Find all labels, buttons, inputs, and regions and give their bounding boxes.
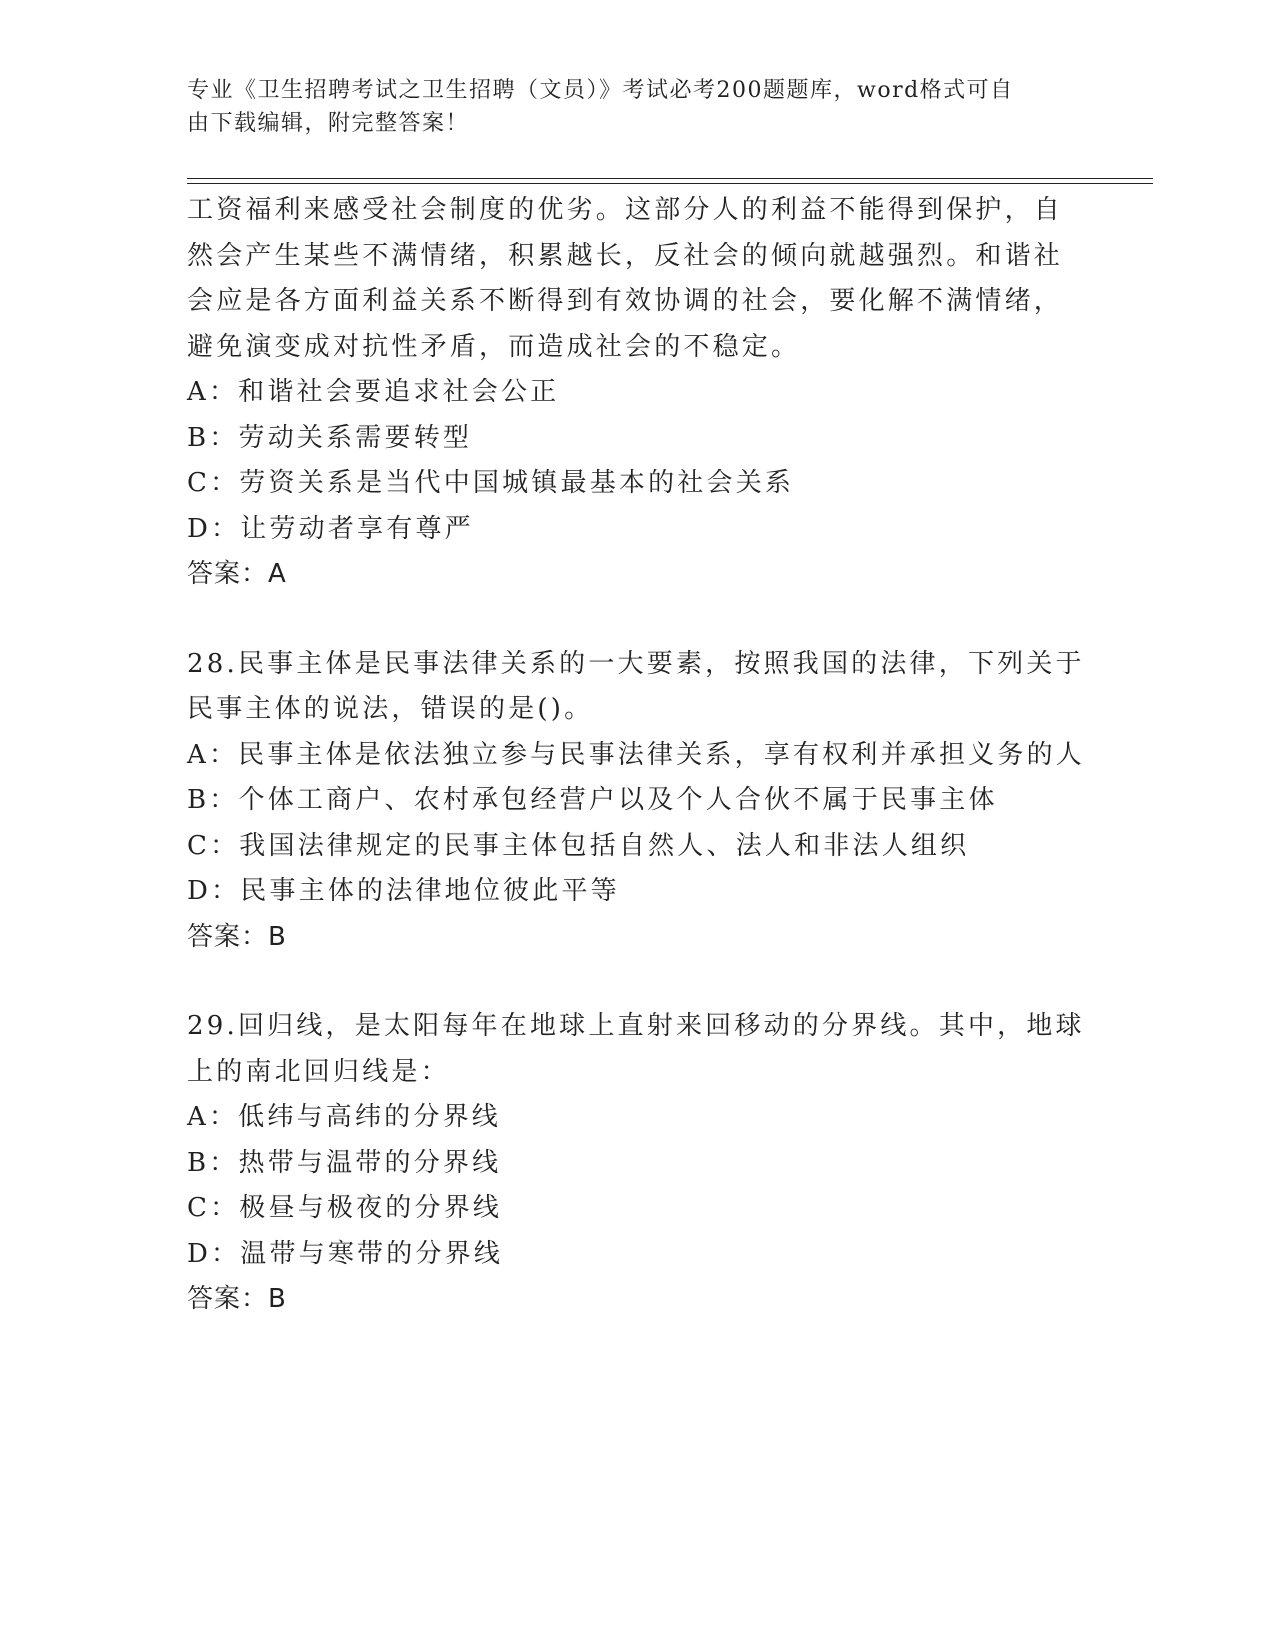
question-27-continuation bbox=[187, 188, 1087, 598]
header-line-2: 由下载编辑，附完整答案！ bbox=[187, 111, 470, 136]
option-b: B：劳动关系需要转型 bbox=[187, 422, 473, 453]
question-28 bbox=[187, 642, 1087, 961]
header-line-1: 专业《卫生招聘考试之卫生招聘（文员）》考试必考200题题库，word格式可自 bbox=[187, 78, 1014, 103]
option-b: B：个体工商户、农村承包经营户以及个人合伙不属于民事主体 bbox=[187, 785, 998, 815]
question-text-line: 会应是各方面利益关系不断得到有效协调的社会，要化解不满情绪， bbox=[187, 286, 1064, 316]
question-text-line: 工资福利来感受社会制度的优劣。这部分人的利益不能得到保护，自 bbox=[187, 195, 1064, 225]
option-c: C：劳资关系是当代中国城镇最基本的社会关系 bbox=[187, 468, 795, 498]
question-text-line: 上的南北回归线是： bbox=[187, 1056, 450, 1087]
answer-line: 答案：A bbox=[187, 559, 287, 589]
option-b: B：热带与温带的分界线 bbox=[187, 1147, 502, 1178]
header-rule-top bbox=[187, 178, 1153, 179]
option-a: A：低纬与高纬的分界线 bbox=[187, 1102, 501, 1132]
question-text-line: 民事主体的说法，错误的是()。 bbox=[187, 694, 594, 724]
document-header bbox=[187, 74, 1087, 140]
question-text-line: 避免演变成对抗性矛盾，而造成社会的不稳定。 bbox=[187, 331, 801, 362]
question-text-line: 然会产生某些不满情绪，积累越长，反社会的倾向就越强烈。和谐社 bbox=[187, 240, 1064, 271]
document-body bbox=[187, 188, 1087, 1323]
header-rule-bottom bbox=[187, 183, 1153, 184]
option-d: D：让劳动者享有尊严 bbox=[187, 513, 474, 544]
answer-line: 答案：B bbox=[187, 921, 287, 952]
option-c: C：我国法律规定的民事主体包括自然人、法人和非法人组织 bbox=[187, 830, 970, 861]
option-a: A：民事主体是依法独立参与民事法律关系，享有权利并承担义务的人 bbox=[187, 739, 1085, 770]
answer-line: 答案：B bbox=[187, 1284, 287, 1314]
question-text-line: 28.民事主体是民事法律关系的一大要素，按照我国的法律，下列关于 bbox=[187, 648, 1085, 679]
question-29 bbox=[187, 1004, 1087, 1323]
option-c: C：极昼与极夜的分界线 bbox=[187, 1193, 503, 1223]
option-a: A：和谐社会要追求社会公正 bbox=[187, 377, 560, 407]
question-text-line: 29.回归线，是太阳每年在地球上直射来回移动的分界线。其中，地球 bbox=[187, 1011, 1085, 1041]
option-d: D：温带与寒带的分界线 bbox=[187, 1238, 504, 1269]
option-d: D：民事主体的法律地位彼此平等 bbox=[187, 876, 620, 906]
